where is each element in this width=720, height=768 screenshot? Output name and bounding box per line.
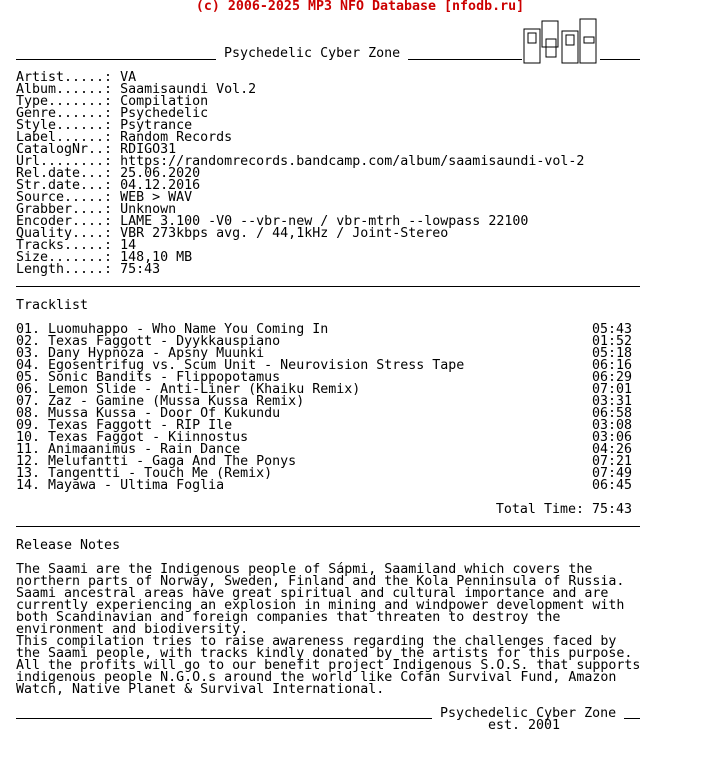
track-title: 13. Tangentti - Touch Me (Remix): [16, 466, 273, 481]
notes-line: environment and biodiversity.: [16, 622, 249, 637]
track-duration: 06:16: [591, 358, 632, 373]
info-catalog: CatalogNr..: RDIGO31: [16, 142, 177, 157]
track-duration: 03:06: [591, 430, 632, 445]
notes-heading: Release Notes: [16, 538, 121, 553]
info-str-date: Str.date...: 04.12.2016: [16, 178, 201, 193]
track-duration: 06:58: [591, 406, 632, 421]
info-type: Type.......: Compilation: [16, 94, 209, 109]
notes-line: both Scandinavian and foreign companies that threaten to destroy the: [16, 610, 561, 625]
info-url: Url........: https://randomrecords.bandcamp.com/album/saamisaundi-vol-2: [16, 154, 585, 169]
notes-line: indigenous people N.G.O.s around the world like Cofan Survival Fund, Amazon: [16, 670, 617, 685]
notes-line: Saami ancestral areas have great spiritual and cultural importance and are: [16, 586, 609, 601]
banner-title: Psychedelic Cyber Zone: [224, 46, 401, 61]
track-duration: 03:31: [591, 394, 632, 409]
track-title: 14. Mayawa - Ultima Foglia: [16, 478, 225, 493]
notes-line: currently experiencing an explosion in mining and windpower development with: [16, 598, 625, 613]
track-title: 07. Zaz - Gamine (Mussa Kussa Remix): [16, 394, 305, 409]
info-length: Length.....: 75:43: [16, 262, 161, 277]
notes-line: Watch, Native Planet & Survival International.: [16, 682, 385, 697]
track-duration: 07:01: [591, 382, 632, 397]
divider: [16, 286, 640, 287]
psycz-logo: [522, 17, 600, 67]
track-duration: 07:49: [591, 466, 632, 481]
footer-rule-right: [624, 718, 640, 719]
track-duration: 03:08: [591, 418, 632, 433]
info-rel-date: Rel.date...: 25.06.2020: [16, 166, 201, 181]
track-duration: 06:29: [591, 370, 632, 385]
info-tracks: Tracks.....: 14: [16, 238, 137, 253]
footer-est: est. 2001: [488, 718, 561, 733]
site-header: (c) 2006-2025 MP3 NFO Database [nfodb.ru]: [195, 0, 525, 14]
notes-line: All the profits will go to our benefit project Indigenous S.O.S. that supports: [16, 658, 641, 673]
notes-line: northern parts of Norway, Sweden, Finland and the Kola Penninsula of Russia.: [16, 574, 625, 589]
track-title: 02. Texas Faggott - Dyykkauspiano: [16, 334, 281, 349]
info-size: Size.......: 148,10 MB: [16, 250, 193, 265]
info-source: Source.....: WEB > WAV: [16, 190, 193, 205]
track-duration: 04:26: [591, 442, 632, 457]
divider: [16, 526, 640, 527]
info-quality: Quality....: VBR 273kbps avg. / 44,1kHz / Joint-Stereo: [16, 226, 449, 241]
track-title: 04. Egosentrifug vs. Scum Unit - Neurovision Stress Tape: [16, 358, 465, 373]
info-encoder: Encoder....: LAME 3.100 -V0 --vbr-new / vbr-mtrh --lowpass 22100: [16, 214, 529, 229]
info-album: Album......: Saamisaundi Vol.2: [16, 82, 257, 97]
info-genre: Genre......: Psychedelic: [16, 106, 209, 121]
track-title: 10. Texas Faggot - Kiinnostus: [16, 430, 249, 445]
tracklist-heading: Tracklist: [16, 298, 89, 313]
info-style: Style......: Psytrance: [16, 118, 193, 133]
footer-rule-left: [16, 718, 432, 719]
track-title: 11. Animaanimus - Rain Dance: [16, 442, 241, 457]
track-title: 09. Texas Faggott - RIP Ile: [16, 418, 233, 433]
banner-rule-left: [16, 59, 216, 60]
info-artist: Artist.....: VA: [16, 70, 137, 85]
notes-line: This compilation tries to raise awareness regarding the challenges faced by: [16, 634, 617, 649]
footer-title: Psychedelic Cyber Zone: [440, 706, 617, 721]
banner-rule-right: [600, 59, 640, 60]
track-title: 06. Lemon Slide - Anti-Liner (Khaiku Remix): [16, 382, 361, 397]
total-time: Total Time: 75:43: [495, 502, 632, 517]
track-title: 01. Luomuhappo - Who Name You Coming In: [16, 322, 329, 337]
banner-rule-mid: [408, 59, 522, 60]
track-duration: 07:21: [591, 454, 632, 469]
track-title: 05. Sonic Bandits - Flippopotamus: [16, 370, 281, 385]
track-title: 12. Melufantti - Gaga And The Ponys: [16, 454, 297, 469]
info-label: Label......: Random Records: [16, 130, 233, 145]
track-title: 03. Dany Hypnoza - Apsny Muunki: [16, 346, 265, 361]
notes-line: The Saami are the Indigenous people of Sápmi, Saamiland which covers the: [16, 562, 593, 577]
track-title: 08. Mussa Kussa - Door Of Kukundu: [16, 406, 281, 421]
track-duration: 01:52: [591, 334, 632, 349]
info-grabber: Grabber....: Unknown: [16, 202, 177, 217]
track-duration: 05:18: [591, 346, 632, 361]
track-duration: 05:43: [591, 322, 632, 337]
notes-line: the Saami people, with tracks kindly donated by the artists for this purpose.: [16, 646, 633, 661]
track-duration: 06:45: [591, 478, 632, 493]
